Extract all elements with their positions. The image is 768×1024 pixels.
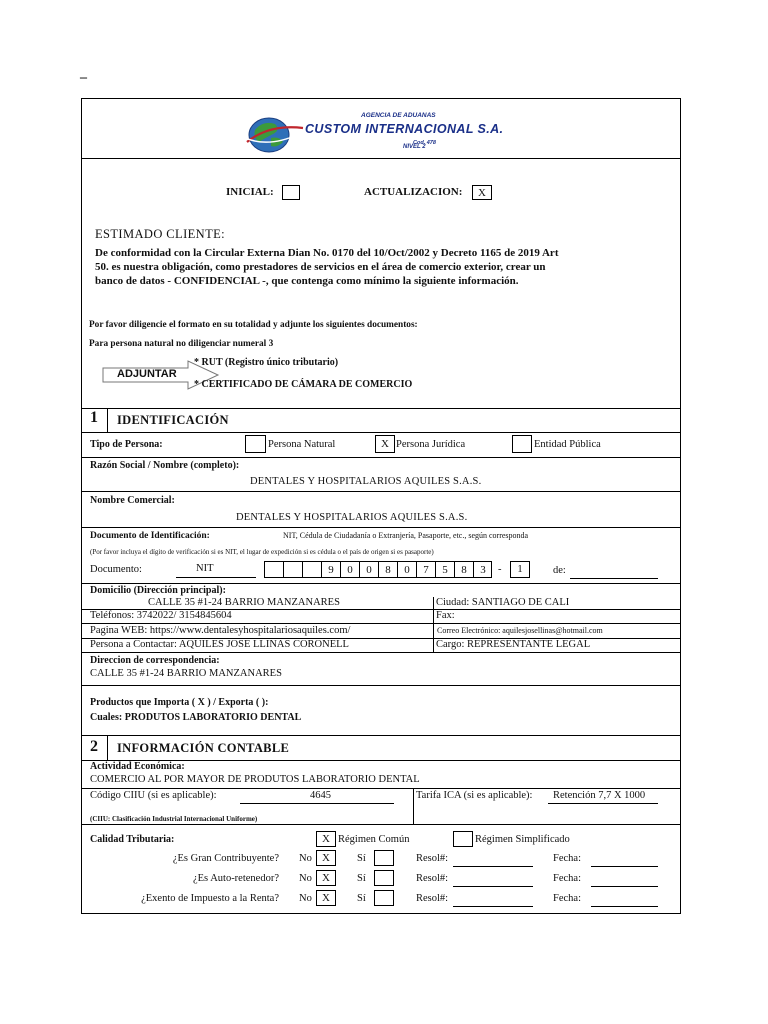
regimen-simplificado-label: Régimen Simplificado — [475, 834, 570, 845]
actividad-label: Actividad Económica: — [90, 761, 185, 772]
section-1-title: IDENTIFICACIÓN — [117, 413, 229, 427]
no-checkbox[interactable]: X — [316, 890, 336, 906]
documento-label: Documento: — [90, 564, 142, 575]
doc-identificacion-label: Documento de Identificación: — [90, 531, 210, 541]
resol-label: Resol#: — [416, 873, 449, 884]
question-text: ¿Es Gran Contribuyente? — [172, 853, 279, 864]
no-checkbox[interactable]: X — [316, 870, 336, 886]
calidad-tributaria-label: Calidad Tributaria: — [90, 834, 175, 845]
nit-digit[interactable]: 7 — [416, 562, 435, 578]
resol-field[interactable] — [453, 866, 533, 867]
entidad-publica-checkbox[interactable] — [512, 435, 532, 453]
si-checkbox[interactable] — [374, 870, 394, 886]
nit-dash: - — [498, 564, 502, 575]
logo-cod: Cod. 478 — [413, 140, 436, 146]
fecha-field[interactable] — [591, 886, 658, 887]
company-logo — [245, 112, 510, 156]
nit-digit[interactable]: 9 — [321, 562, 340, 578]
greeting: ESTIMADO CLIENTE: — [95, 227, 226, 241]
divider — [81, 158, 681, 159]
resol-label: Resol#: — [416, 853, 449, 864]
persona-natural-checkbox[interactable] — [245, 435, 266, 453]
ciudad-value: Ciudad: SANTIAGO DE CALI — [436, 597, 570, 608]
correspondencia-label: Direccion de correspondencia: — [90, 655, 220, 666]
question-row-gran-contribuyente — [0, 850, 768, 870]
logo-name: CUSTOM INTERNACIONAL S.A. — [305, 122, 504, 136]
actualizacion-label: ACTUALIZACION: — [364, 186, 463, 198]
productos-line: Productos que Importa ( X ) / Exporta ( ): — [90, 697, 269, 708]
resol-field[interactable] — [453, 886, 533, 887]
fecha-label: Fecha: — [553, 873, 581, 884]
razon-social-value: DENTALES Y HOSPITALARIOS AQUILES S.A.S. — [250, 476, 482, 487]
check-digit-box[interactable]: 1 — [510, 561, 530, 578]
section-2-title: INFORMACIÓN CONTABLE — [117, 741, 290, 755]
fecha-label: Fecha: — [553, 893, 581, 904]
nit-digit[interactable]: 3 — [473, 562, 492, 578]
entidad-publica-label: Entidad Pública — [534, 439, 601, 450]
si-checkbox[interactable] — [374, 890, 394, 906]
regimen-simplificado-checkbox[interactable] — [453, 831, 473, 847]
nit-digit[interactable] — [302, 562, 321, 578]
nit-digit[interactable]: 0 — [397, 562, 416, 578]
ciiu-value: 4645 — [310, 790, 331, 801]
doc-note: (Por favor incluya el dígito de verificación si es NIT, el lugar de expedición si es cédula o el país de origen si es pasaporte) — [90, 548, 434, 556]
actividad-value: COMERCIO AL POR MAYOR DE PRODUTOS LABORATORIO DENTAL — [90, 774, 420, 785]
tarifa-label: Tarifa ICA (si es aplicable): — [416, 790, 533, 801]
fecha-field[interactable] — [591, 866, 658, 867]
no-checkbox[interactable]: X — [316, 850, 336, 866]
logo-level: NIVEL 2 — [403, 144, 426, 150]
no-label: No — [299, 853, 312, 864]
section-2-number: 2 — [90, 738, 98, 755]
documento-type: NIT — [196, 563, 214, 574]
top-dash: – — [80, 70, 87, 85]
logo-agency: AGENCIA DE ADUANAS — [361, 112, 436, 119]
doc-camara: * CERTIFICADO DE CÁMARA DE COMERCIO — [194, 379, 413, 390]
tarifa-value: Retención 7,7 X 1000 — [553, 790, 646, 801]
cargo-value: Cargo: REPRESENTANTE LEGAL — [436, 639, 591, 650]
nombre-comercial-label: Nombre Comercial: — [90, 495, 175, 506]
persona-natural-label: Persona Natural — [268, 439, 336, 450]
fax-value: Fax: — [436, 610, 455, 621]
natural-note: Para persona natural no diligenciar numeral 3 — [89, 339, 274, 349]
nit-digit[interactable]: 5 — [435, 562, 454, 578]
web-value: Pagina WEB: https://www.dentalesyhospitalariosaquiles.com/ — [90, 625, 351, 636]
inicial-checkbox[interactable] — [282, 185, 300, 200]
razon-social-label: Razón Social / Nombre (completo): — [90, 460, 240, 471]
resol-label: Resol#: — [416, 893, 449, 904]
ciiu-note: (CIIU: Clasificación Industrial Internacional Uniforme) — [90, 815, 258, 823]
nit-digit[interactable]: 0 — [359, 562, 378, 578]
cuales-line: Cuales: PRODUTOS LABORATORIO DENTAL — [90, 712, 302, 723]
domicilio-label: Domicilio (Dirección principal): — [90, 585, 226, 596]
resol-field[interactable] — [453, 906, 533, 907]
nit-digit[interactable] — [264, 562, 283, 578]
fecha-label: Fecha: — [553, 853, 581, 864]
nit-digit[interactable]: 0 — [340, 562, 359, 578]
si-checkbox[interactable] — [374, 850, 394, 866]
question-row-exento-renta — [0, 890, 768, 910]
intro-line-2: 50. es nuestra obligación, como prestadores de servicios en el área de comercio exterior, crear un — [95, 261, 546, 273]
section-1-number: 1 — [90, 409, 98, 426]
adjuntar-label: ADJUNTAR — [117, 368, 177, 380]
nit-digit[interactable]: 8 — [454, 562, 473, 578]
question-text: ¿Es Auto-retenedor? — [192, 873, 279, 884]
doc-types-text: NIT, Cédula de Ciudadanía o Extranjería, Pasaporte, etc., según corresponda — [283, 531, 529, 540]
nit-digit[interactable] — [283, 562, 302, 578]
nombre-comercial-value: DENTALES Y HOSPITALARIOS AQUILES S.A.S. — [236, 512, 468, 523]
telefonos-value: Teléfonos: 3742022/ 3154845604 — [90, 610, 232, 621]
intro-line-3: banco de datos - CONFIDENCIAL -, que contenga como mínimo la siguiente información. — [95, 275, 519, 287]
si-label: Sí — [357, 873, 366, 884]
no-label: No — [299, 893, 312, 904]
doc-rut: * RUT (Registro único tributario) — [194, 357, 339, 368]
intro-line-1: De conformidad con la Circular Externa Dian No. 0170 del 10/Oct/2002 y Decreto 1165 de 2019 Art — [95, 247, 559, 259]
fecha-field[interactable] — [591, 906, 658, 907]
inicial-label: INICIAL: — [226, 186, 274, 198]
correspondencia-value: CALLE 35 #1-24 BARRIO MANZANARES — [90, 668, 282, 679]
question-row-auto-retenedor — [0, 870, 768, 890]
persona-juridica-label: Persona Jurídica — [396, 439, 466, 450]
tipo-persona-label: Tipo de Persona: — [90, 439, 163, 450]
question-text: ¿Exento de Impuesto a la Renta? — [141, 893, 279, 904]
de-label: de: — [553, 565, 566, 576]
instruction-text: Por favor diligencie el formato en su totalidad y adjunte los siguientes documentos: — [89, 320, 418, 330]
regimen-comun-checkbox[interactable]: X — [316, 831, 336, 847]
contacto-value: Persona a Contactar: AQUILES JOSE LLINAS CORONELL — [90, 639, 349, 650]
ciiu-label: Código CIIU (si es aplicable): — [90, 790, 217, 801]
si-label: Sí — [357, 893, 366, 904]
regimen-comun-label: Régimen Común — [338, 834, 410, 845]
si-label: Sí — [357, 853, 366, 864]
nit-digit[interactable]: 8 — [378, 562, 397, 578]
nit-digit-boxes[interactable] — [264, 561, 492, 578]
actualizacion-checkbox[interactable]: X — [472, 185, 492, 200]
persona-juridica-checkbox[interactable]: X — [375, 435, 395, 453]
correo-value: Correo Electrónico: aquilesjosellinas@hotmail.com — [437, 626, 603, 635]
no-label: No — [299, 873, 312, 884]
domicilio-value: CALLE 35 #1-24 BARRIO MANZANARES — [148, 597, 340, 608]
